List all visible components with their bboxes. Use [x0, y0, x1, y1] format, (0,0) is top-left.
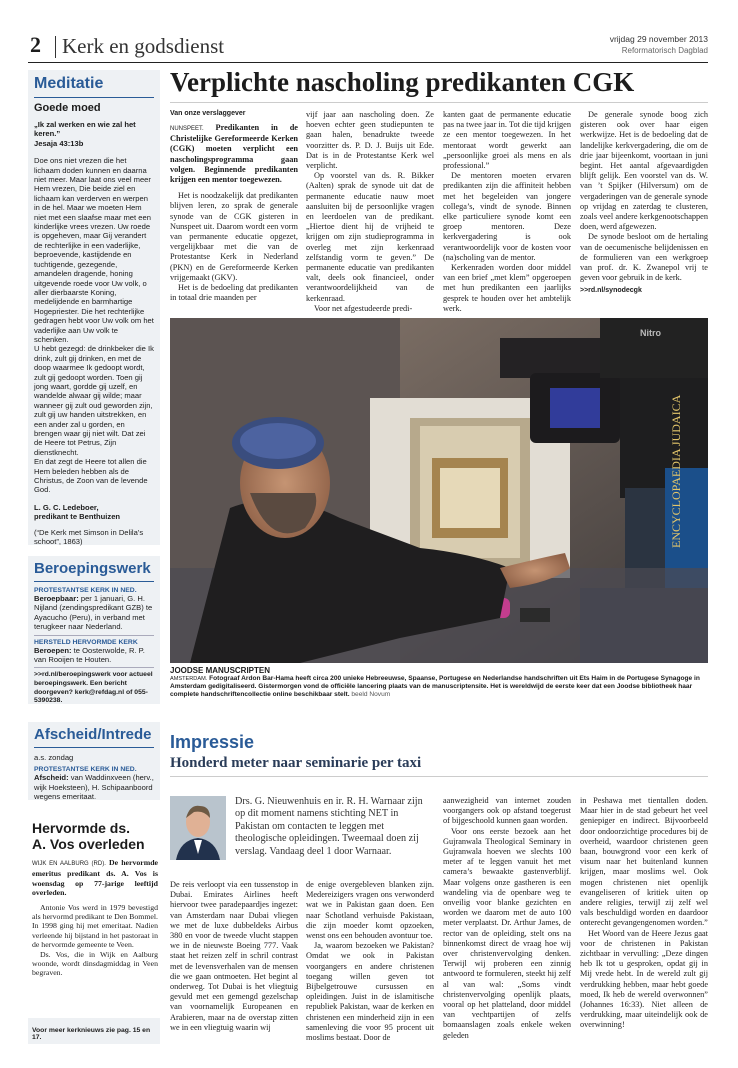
- main-col2-text: vijf jaar aan nascholing doen. Ze hoeven echter geen studiepunten te gaan halen, benadrukte tweede voorzitter ds. P. D. J. Buijs uit Ede. Dat is in de Protestantse Kerk wel verplicht.: [306, 110, 434, 171]
- afscheid-heading: Afscheid/Intrede: [34, 726, 152, 743]
- impressie-headline: Honderd meter naar seminarie per taxi: [170, 755, 422, 771]
- beroepingswerk-footer[interactable]: >>rd.nl/beroepingswerk voor actueel beroepingswerk. Een bericht doorgeven? kerk@refdag.nl of 055-5390238.: [34, 671, 153, 705]
- header-paper: Reformatorisch Dagblad: [621, 46, 708, 55]
- impressie-c3b: Voor ons eerste bezoek aan het Gujranwala Theological Seminary in Gujranwala hoeven we slechts 100 meter af te leggen vanuit het met camera’s bewaakte gastenverblijf. Maar volgens onze gastheren is een wandeling via de openbare weg te onveilig voor blanke gezichten en worden we daarom met de auto 100 meter verplaatst. Dr. Arthur James, de rector van de opleiding, stelt ons na binnenkomst direct de vraag hoe wij over christenvervolging denken. Terwijl wij proberen een zinnig antwoord te formuleren, steekt hij zelf al van wal: „Soms vindt christenvervolging openlijk plaats, vooral op het platteland, door middel van vechtpartijen of zelfs bomaanslagen zoals enkele weken geleden: [443, 826, 571, 1040]
- meditatie-text: Doe ons niet vrezen die het lichaam doden kunnen en daarna niet meer. Maar laat ons veel meer Hem vrezen, Die beide ziel en lichaam kan verderven en werpen in de hel. Maar we moeten Hem niet met een slaafse maar met een kinderlijke vrees vrezen. Uw roede is opgeheven, maar Gij verandert de rechterlijke in een vaderlijke, beproevende, kastijdende en tuchtigende, gezegende, amandelen dragende, honing uitgevende roede voor Uw volk, o aller dierbaarste Koning, medelijdende en barmhartige Hogepriester. Die het rechterlijke gedragen hebt voor Uw volk om het vaderlijke aan Uw volk te schenken.: [34, 156, 154, 344]
- main-col-1: [170, 110, 298, 303]
- main-col3-text: kanten gaat de permanente educatie pas na twee jaar in. Tot die tijd krijgen ze een mentor toegewezen. In het mentoraat wordt gewerkt aan „persoonlijke groei als mens en als professional.”: [443, 110, 571, 171]
- vos-footer[interactable]: Voor meer kerknieuws zie pag. 15 en 17.: [32, 1027, 151, 1041]
- main-col4-text: De generale synode boog zich gisteren ook over haar eigen werkwijze. Het is de bedoeling dat de landelijke kerkvergadering, die om de drie jaar bijeenkomt, voortaan in juni begint. Het aantal afgevaardigden blijft gelijk. Een voorstel van ds. W. van ’t Spijker (Hilversum) om de vergaderingen van de generale synode op vrijdag en zaterdag te clusteren, zoals veel andere kerkgenootschappen doen, werd afgewezen.: [580, 110, 708, 232]
- vos-headline-1: Hervormde ds.: [32, 820, 131, 836]
- meditatie-ref: Jesaja 43:13b: [34, 138, 84, 148]
- main-col4-text-b: De synode besloot om de hertaling van de oecumenische belijdenissen en de formulieren van een werkgroep van prof. dr. K. Zwanepol vrij te geven voor gebruik in de kerk.: [580, 232, 708, 283]
- impressie-c2: de enige overgebleven blanken zijn. Medereizigers vragen ons verwonderd wat we in Pakistan gaan doen. Een naar Schotland verhuisde Pakistaan, die zijn moeder komt opzoeken, wenst ons een behouden avontuur toe.: [306, 880, 434, 941]
- impressie-col-3: [443, 796, 571, 1041]
- main-headline: Verplichte nascholing predikanten CGK: [170, 67, 635, 97]
- vos-headline-2: A. Vos overleden: [32, 836, 145, 852]
- photo: [170, 318, 708, 663]
- header-date: vrijdag 29 november 2013: [609, 34, 708, 44]
- impressie-col-4: [580, 796, 708, 1031]
- beroepingswerk-church-1: PROTESTANTSE KERK IN NED.: [34, 587, 137, 594]
- beroepingswerk-item-1: Beroepbaar: per 1 januari, G. H. Nijland (zendingspredikant GZB) te Ayacucho (Peru), in verband met terugkeer naar Nederland.: [34, 594, 153, 632]
- page-number: 2: [30, 32, 41, 57]
- main-link[interactable]: >>rd.nl/synodecgk: [580, 287, 642, 295]
- book-illustration: [432, 458, 508, 538]
- photo-book-label: ENCYCLOPAEDIA JUDAICA: [669, 394, 683, 548]
- main-lead: NUNSPEET. Predikanten in de Christelijke Gereformeerde Kerken (CGK) moeten verplicht een nascholingsprogramma gaan volgen. Beginnende predikanten krijgen een mentor toegewezen.: [170, 123, 298, 185]
- meditatie-author: L. G. C. Ledeboer,: [34, 502, 99, 512]
- afscheid-church: PROTESTANTSE KERK IN NED.: [34, 766, 137, 774]
- vos-text-2: Ds. Vos, die in Wijk en Aalburg woonde, wordt dinsdagmiddag in Veen begraven.: [32, 949, 158, 978]
- sidebar-meditatie: [28, 70, 160, 545]
- impressie-intro: Drs. G. Nieuwenhuis en ir. R. H. Warnaar zijn op dit moment namens stichting NET in Pakistan om contacten te leggen met theologische opleidingen. Tweemaal doen zij verslag. Vandaag deel 1 door Warnaar.: [235, 796, 423, 857]
- meditatie-heading: Meditatie: [34, 75, 104, 92]
- vos-text: Antonie Vos werd in 1979 bevestigd als hervormd predikant te Den Bommel. In 1998 ging hij met emeritaat. Nadien verleende hij bijstand in het pastoraat in de hervormde gemeente te Veen.: [32, 902, 158, 950]
- beroepingswerk-item-2: Beroepen: te Oosterwolde, R. P. van Rooijen te Houten.: [34, 645, 145, 665]
- main-byline: Van onze verslaggever: [170, 110, 246, 117]
- meditatie-quote: „Ik zal werken en wie zal het keren.”: [34, 120, 136, 139]
- impressie-c2b: Ja, waarom bezoeken we Pakistan? Omdat we ook in Pakistan voorgangers en andere christenen toegang willen geven tot Bijbelgetrouwe cursussen en opleidingen. Juist in de islamitische republiek Pakistan, waar de kerken en christenen een minderheid zijn in een samenleving die voor 95 procent uit moslims bestaat. Door de: [306, 941, 434, 1043]
- impressie-col-1: [170, 880, 298, 1033]
- meditatie-text-2: U hebt gezegd: de drinkbeker die Ik drink, zult gij drinken, en met de doop waarmee Ik gedoopt wordt, zult gij gedoopt worden. Toen gij jong waart, gordde gij uzelf, en wandelde alwaar gij wilde; maar wanneer gij zult oud geworden zijn, zult gij uw handen uitstrekken, en een ander zal u gorden, en brengen waar gij niet wilt. Dat zei de Heere tot Petrus, Zijn dienstknecht.: [34, 344, 154, 457]
- sidebar-afscheid: [28, 722, 160, 800]
- photo-caption: [170, 666, 708, 700]
- afscheid-item: Afscheid: van Waddinxveen (herv., wijk Hoeksteen), H. Schipaanboord wegens emeritaat.: [34, 773, 154, 802]
- meditatie-text-3: En dat zegt de Heere tot allen die Hem beleden hebben als de Christus, de Zoon van de levende God.: [34, 457, 148, 495]
- main-col-3: [443, 110, 571, 314]
- impressie-c3: aanwezigheid van internet zouden voorgangers ook op afstand toegerust of bijgeschoold kunnen gaan worden.: [443, 796, 571, 826]
- meditatie-source: (“De Kerk met Simson in Delila’s schoot”, 1863): [34, 527, 144, 547]
- impressie-c4: in Peshawa met tientallen doden. Maar hier in de stad gebeurt het veel geniepiger en indirect. Bijvoorbeeld door ondoorzichtige procedures bij de overheid, waardoor christenen geen baan, bouwgrond voor een kerk of visum naar het buitenland kunnen krijgen, maar moslims wel. Ook mogen christenen niet openlijk evangeliseren of kritiek uiten op andere religies, terwijl zij zelf wel vals beschuldigd worden en daardoor onterecht gevangengenomen worden.”: [580, 796, 708, 928]
- beroepingswerk-heading: Beroepingswerk: [34, 560, 151, 577]
- photo-caption-title: JOODSE MANUSCRIPTEN: [170, 666, 271, 675]
- header-divider: [55, 36, 56, 58]
- sidebar-beroepingswerk: [28, 556, 160, 704]
- impressie-c4b: Het Woord van de Heere Jezus gaat voor de christenen in Pakistan zichtbaar in vervulling: „Deze dingen heb Ik tot u gesproken, opdat gij in Mij vrede hebt. In de wereld zult gij verdrukking hebben, maar hebt goede moed, Ik heb de wereld overwonnen” (Johannes 16:33). Niet alleen de verdrukking, maar uiteindelijk ook de overwinning!: [580, 928, 708, 1030]
- vos-article: [32, 820, 158, 978]
- main-col1-text-b: Het is de bedoeling dat predikanten in totaal drie maanden per: [170, 283, 298, 303]
- vos-lead: WIJK EN AALBURG (RD). De hervormde emeritus predikant ds. A. Vos is woensdag op 77-jarige leeftijd overleden.: [32, 858, 158, 898]
- main-col3-text-c: Kerkenraden worden door middel van een brief „met klem” opgeroepen met hun predikanten een jaarlijks gesprek te houden over het ambtelijk werk.: [443, 263, 571, 313]
- afscheid-when: a.s. zondag: [34, 753, 74, 762]
- photo-brand-label: Nitro: [640, 328, 661, 338]
- vos-footer-box: [28, 1018, 160, 1044]
- meditatie-title: Goede moed: [34, 102, 101, 114]
- section-title: Kerk en godsdienst: [62, 34, 225, 58]
- main-col2-text-b: Op voorstel van ds. R. Bikker (Aalten) sprak de synode uit dat de permanente educatie nauw moet aansluiten bij de persoonlijke vragen en leerdoelen van de predikant. „Hiertoe dient hij de vrijheid te krijgen om zijn studieprogramma in overleg met zijn kerkenraad zelfstandig vorm te geven.” De permanente educatie van predikanten valt, deels ook financieel, onder verantwoordelijkheid van de kerkenraad.: [306, 171, 434, 303]
- main-headline-rule: [170, 102, 708, 103]
- impressie-c1: De reis verloopt via een tussenstop in Dubai. Emirates Airlines heeft hiervoor twee paradepaardjes ingezet: van Amsterdam naar Dubai vliegen we met de luxe dubbeldeks Airbus 380 en voor de tweede vlucht stappen we in de nieuwste Boeing 777. Vaak staat het reizen zelf in schril contrast met de levensverhalen van de mensen die we gaan ontmoeten. Het begint al onderweg. Tot Dubai is het vliegtuig gevuld met een gemengd gezelschap van voornamelijk Europeanen en Arabieren, maar na de overstap zitten we in een vliegtuig waarin wij: [170, 880, 298, 1032]
- photo-illustration: [170, 318, 708, 663]
- impressie-col-2: [306, 880, 434, 1043]
- header-rule: [28, 62, 708, 63]
- main-col2-text-c: Voor net afgestudeerde predi-: [314, 303, 413, 313]
- impressie-rule: [170, 776, 708, 777]
- impressie-kicker: Impressie: [170, 732, 255, 752]
- main-col3-text-b: De mentoren moeten ervaren predikanten zijn die affiniteit hebben met het begeleiden van jongere collega’s, vindt de synode. Binnen elke particuliere synode komt een groep mentoren. Deze kerkvergadering is ook verantwoordelijk voor de kosten voor (na)scholing van de mentor.: [443, 171, 571, 262]
- author-portrait: [170, 796, 226, 860]
- main-col-4: [580, 110, 708, 294]
- beroepingswerk-church-2: HERSTELD HERVORMDE KERK: [34, 638, 138, 646]
- main-col-2: [306, 110, 434, 314]
- meditatie-author-role: predikant te Benthuizen: [34, 512, 121, 522]
- photo-caption-text: AMSTERDAM. Fotograaf Ardon Bar-Hama heeft circa 200 unieke Hebreeuwse, Spaanse, Portugese en Nederlandse handschriften uit Ets Haim in de Portugese Synagoge in Amsterdam gedigitaliseerd. Gistermorgen vond de officiële lancering plaats van de manuscriptensite. Het is wereldwijd de eerste keer dat een Joodse bibliotheek haar complete handschriftencollectie online beschikbaar stelt. beeld Novum: [170, 675, 700, 699]
- main-col1-text: Het is noodzakelijk dat predikanten blijven leren, zo sprak de generale synode van de CGK gisteren in Nunspeet uit. Daarom wordt een vorm van permanente educatie opgezet, vergelijkbaar met die van de Protestantse Kerk in Nederland (PKN) en de Gereformeerde Kerken vrijgemaakt (GKV).: [170, 191, 298, 282]
